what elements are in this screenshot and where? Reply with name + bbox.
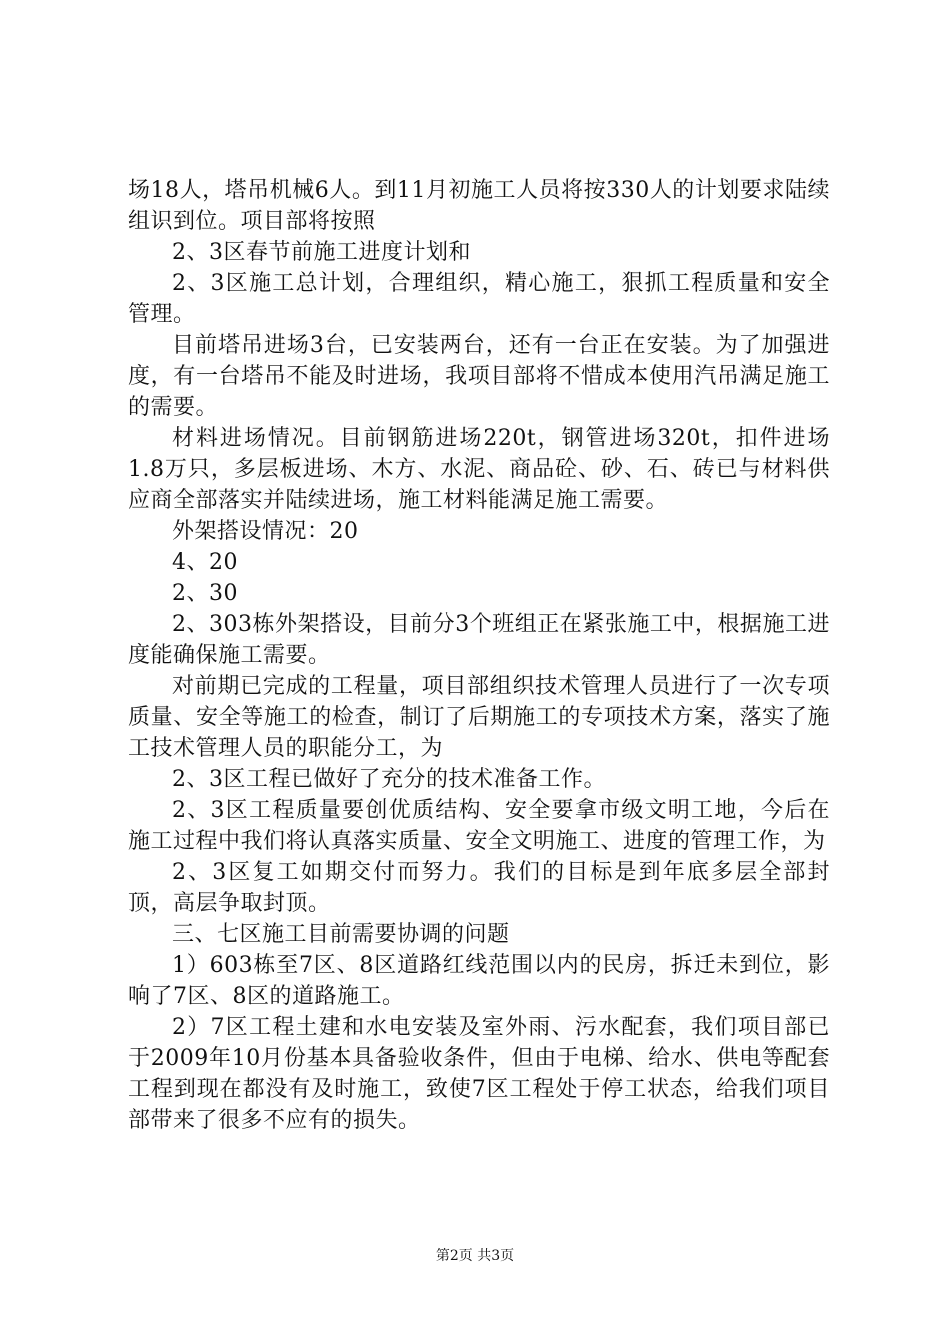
- paragraph-16: 2）7区工程土建和水电安装及室外雨、污水配套，我们项目部已于2009年10月份基本具备验收条件，但由于电梯、给水、供电等配套工程到现在都没有及时施工，致使7区工程处于停工状态，给我们项目部带来了很多不应有的损失。: [128, 1015, 830, 1133]
- paragraph-11: 2、3区工程已做好了充分的技术准备工作。: [172, 767, 606, 792]
- paragraph-9: 2、303栋外架搭设，目前分3个班组正在紧张施工中，根据施工进度能确保施工需要。: [128, 612, 830, 668]
- paragraph-7: 4、20: [172, 550, 238, 575]
- paragraph-1: 场18人，塔吊机械6人。到11月初施工人员将按330人的计划要求陆续组识到位。项目部将按照: [128, 178, 830, 234]
- paragraph-15: 1）603栋至7区、8区道路红线范围以内的民房，拆迁未到位，影响了7区、8区的道路施工。: [128, 953, 830, 1009]
- paragraph-5: 材料进场情况。目前钢筋进场220t，钢管进场320t，扣件进场1.8万只，多层板进场、木方、水泥、商品砼、砂、石、砖已与材料供应商全部落实并陆续进场，施工材料能满足施工需要。: [128, 426, 830, 513]
- paragraph-10: 对前期已完成的工程量，项目部组织技术管理人员进行了一次专项质量、安全等施工的检查，制订了后期施工的专项技术方案，落实了施工技术管理人员的职能分工，为: [128, 674, 830, 761]
- page-footer: 第2页 共3页: [435, 1248, 515, 1264]
- paragraph-2: 2、3区春节前施工进度计划和: [172, 240, 471, 265]
- document-body: [128, 175, 830, 1136]
- paragraph-12: 2、3区工程质量要创优质结构、安全要拿市级文明工地，今后在施工过程中我们将认真落实质量、安全文明施工、进度的管理工作，为: [128, 798, 830, 854]
- paragraph-14: 三、七区施工目前需要协调的问题: [172, 922, 510, 947]
- paragraph-4: 目前塔吊进场3台，已安装两台，还有一台正在安装。为了加强进度，有一台塔吊不能及时进场，我项目部将不惜成本使用汽吊满足施工的需要。: [128, 333, 830, 420]
- paragraph-3: 2、3区施工总计划，合理组织，精心施工，狠抓工程质量和安全管理。: [128, 271, 830, 327]
- paragraph-13: 2、3区复工如期交付而努力。我们的目标是到年底多层全部封顶，高层争取封顶。: [128, 860, 830, 916]
- paragraph-8: 2、30: [172, 581, 238, 606]
- paragraph-6: 外架搭设情况：20: [172, 519, 359, 544]
